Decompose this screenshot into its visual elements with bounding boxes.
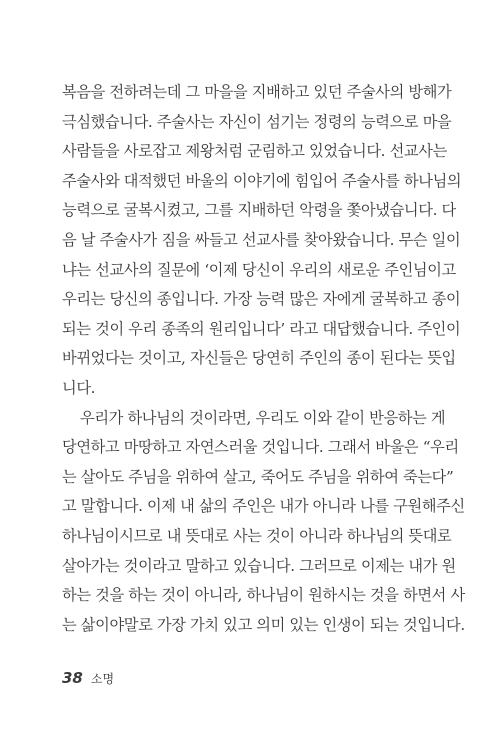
text-line: 사람들을 사로잡고 제왕처럼 군림하고 있었습니다. 선교사는 (62, 142, 447, 161)
page-number: 38 (62, 669, 83, 687)
text-line: 주술사와 대적했던 바울의 이야기에 힘입어 주술사를 하나님의 (62, 171, 462, 190)
running-title: 소명 (90, 672, 115, 686)
text-line: 당연하고 마땅하고 자연스러울 것입니다. 그래서 바울은 “우리 (62, 438, 459, 457)
text-line: 냐는 선교사의 질문에 ‘이제 당신이 우리의 새로운 주인님이고 (62, 260, 456, 279)
text-line: 능력으로 굴복시켰고, 그를 지배하던 악령을 쫓아냈습니다. 다 (62, 201, 456, 220)
text-line: 살아가는 것이라고 말하고 있습니다. 그러므로 이제는 내가 원 (62, 556, 456, 575)
text-line: 는 삶이야말로 가장 가치 있고 의미 있는 인생이 되는 것입니다. (62, 615, 465, 634)
text-line: 니다. (62, 378, 96, 397)
page-footer (62, 669, 114, 687)
text-line: 고 말합니다. 이제 내 삶의 주인은 내가 아니라 나를 구원해주신 (62, 497, 465, 516)
text-line: 복음을 전하려는데 그 마을을 지배하고 있던 주술사의 방해가 (62, 83, 452, 101)
text-line: 하는 것을 하는 것이 아니라, 하나님이 원하시는 것을 하면서 사 (62, 586, 465, 605)
text-line: 는 살아도 주님을 위하여 살고, 죽어도 주님을 위하여 죽는다” (62, 467, 454, 486)
paragraph-start-line: 우리가 하나님의 것이라면, 우리도 이와 같이 반응하는 게 (80, 408, 446, 427)
text-line: 되는 것이 우리 종족의 원리입니다’ 라고 대답했습니다. 주인이 (62, 319, 461, 338)
text-line: 음 날 주술사가 짐을 싸들고 선교사를 찾아왔습니다. 무슨 일이 (62, 230, 461, 249)
text-line: 극심했습니다. 주술사는 자신이 섬기는 정령의 능력으로 마을 (62, 112, 452, 131)
body-text (62, 78, 465, 640)
text-line: 우리는 당신의 종입니다. 가장 능력 많은 자에게 굴복하고 종이 (62, 290, 461, 309)
text-line: 바뀌었다는 것이고, 자신들은 당연히 주인의 종이 된다는 뜻입 (62, 349, 456, 368)
text-line: 하나님이시므로 내 뜻대로 사는 것이 아니라 하나님의 뜻대로 (62, 526, 452, 545)
